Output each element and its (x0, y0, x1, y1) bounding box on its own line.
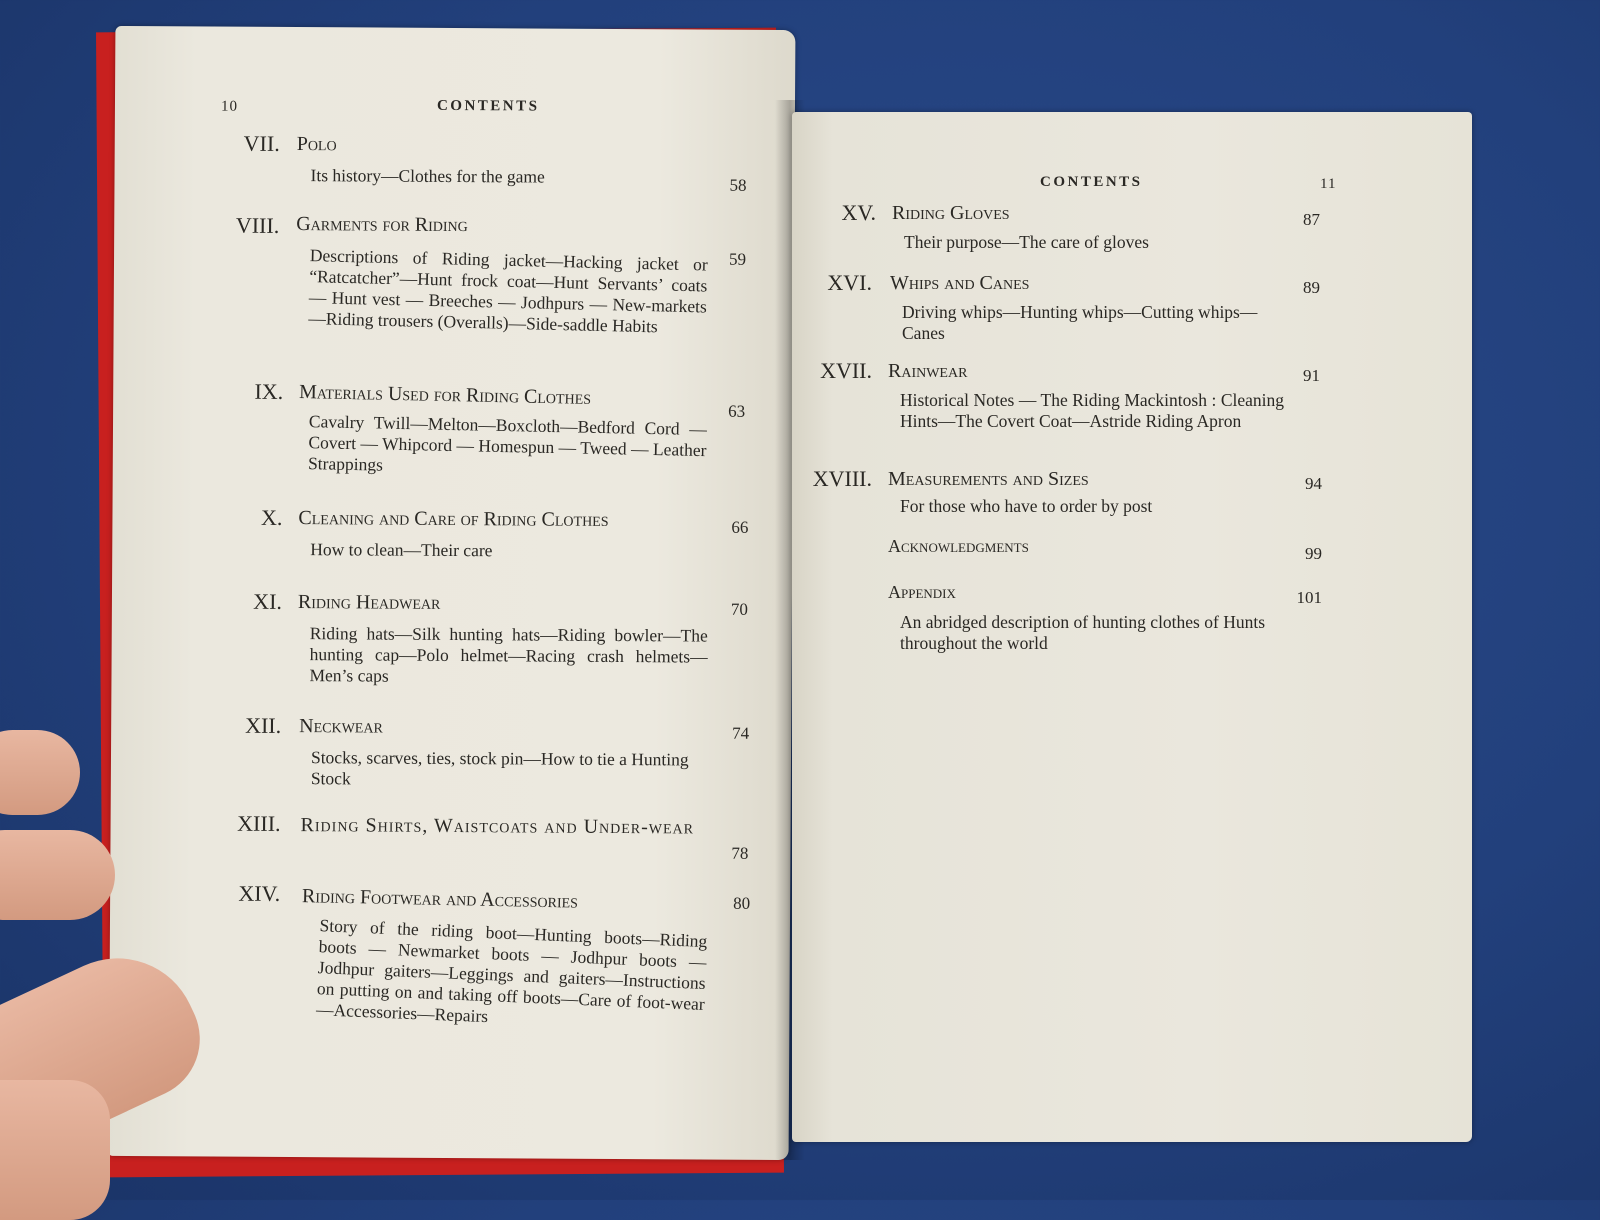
chapter-numeral: XVIII. (812, 466, 872, 491)
chapter-title: Measurements and Sizes (888, 468, 1089, 490)
chapter-page-number: 59 (728, 249, 747, 269)
chapter-title: Whips and Canes (890, 272, 1030, 294)
chapter-numeral: VIII. (235, 212, 280, 238)
chapter-description: Story of the riding boot—Hunting boots—Riding boots — Newmarket boots — Jodhpur boots — Jodhpur gaiters—Leggings and gaiters—Instructions on putting on and taking off boots—Care of foot-wear—Accessories—Repairs (315, 915, 708, 1027)
chapter-page-number: 58 (729, 175, 747, 195)
chapter-description: Stocks, scarves, ties, stock pin—How to tie a Hunting Stock (310, 747, 689, 789)
hand-finger (0, 730, 80, 815)
chapter-page-number: 63 (728, 401, 746, 421)
chapter-numeral: XVI. (827, 270, 872, 295)
chapter-description: Their purpose—The care of gloves (904, 232, 1149, 252)
chapter-title: Garments for Riding (296, 213, 468, 237)
chapter-page-number: 91 (1303, 366, 1320, 385)
chapter-title: Riding Footwear and Accessories (301, 885, 579, 913)
chapter-title: Riding Shirts, Waistcoats and Under-wear (300, 814, 695, 839)
chapter-numeral: XV. (841, 200, 876, 225)
chapter-numeral: IX. (254, 378, 284, 404)
chapter-title: Riding Gloves (892, 202, 1010, 224)
chapter-description: Descriptions of Riding jacket—Hacking jacket or “Ratcatcher”—Hunt frock coat—Hunt Servants’ coats — Hunt vest — Breeches — Jodhpurs — New-markets—Riding trousers (Overalls)—Side-saddle Habits (308, 245, 709, 337)
left-page (109, 26, 796, 1160)
chapter-title: Riding Headwear (297, 591, 441, 614)
right-page (792, 112, 1472, 1142)
chapter-page-number: 78 (731, 843, 749, 863)
appendix-page-number: 101 (1296, 588, 1322, 607)
hand-palm (0, 1080, 110, 1220)
appendix-title: Appendix (888, 582, 956, 602)
hand-finger (0, 830, 115, 920)
chapter-numeral: XIII. (237, 810, 281, 836)
chapter-description: Its history—Clothes for the game (310, 165, 545, 187)
chapter-page-number: 94 (1305, 474, 1322, 493)
chapter-description: Cavalry Twill—Melton—Boxcloth—Bedford Cord — Covert — Whipcord — Homespun — Tweed — Leather Strappings (307, 411, 708, 475)
chapter-title: Polo (296, 133, 337, 156)
chapter-numeral: XIV. (238, 880, 281, 906)
chapter-numeral: XII. (245, 712, 282, 738)
chapter-description: Historical Notes — The Riding Mackintosh : Cleaning Hints—The Covert Coat—Astride Riding Apron (900, 390, 1284, 431)
chapter-numeral: XVII. (820, 358, 872, 383)
acknowledgments-page-number: 99 (1305, 544, 1322, 563)
chapter-description: Riding hats—Silk hunting hats—Riding bowler—The hunting cap—Polo helmet—Racing crash helmets—Men’s caps (309, 623, 708, 686)
chapter-page-number: 70 (730, 599, 748, 619)
chapter-title: Cleaning and Care of Riding Clothes (298, 507, 609, 531)
chapter-description: How to clean—Their care (310, 539, 493, 561)
appendix-description: An abridged description of hunting clothes of Hunts throughout the world (900, 612, 1266, 653)
left-running-head: CONTENTS (436, 97, 540, 115)
chapter-numeral: X. (260, 504, 283, 530)
chapter-description: Driving whips—Hunting whips—Cutting whips—Canes (902, 302, 1258, 343)
chapter-title: Materials Used for Riding Clothes (298, 381, 592, 409)
chapter-page-number: 87 (1303, 210, 1320, 229)
left-page-number: 10 (220, 98, 239, 115)
right-page-number: 11 (1320, 176, 1337, 192)
chapter-page-number: 66 (731, 517, 749, 537)
chapter-description: For those who have to order by post (900, 496, 1153, 516)
chapter-page-number: 74 (732, 723, 750, 743)
chapter-numeral: VII. (243, 130, 280, 156)
chapter-page-number: 89 (1303, 278, 1320, 297)
chapter-title: Rainwear (888, 360, 968, 382)
chapter-title: Neckwear (299, 715, 383, 738)
right-running-head: CONTENTS (1040, 174, 1143, 190)
chapter-numeral: XI. (253, 588, 283, 614)
acknowledgments-title: Acknowledgments (888, 536, 1029, 556)
chapter-page-number: 80 (733, 893, 751, 913)
